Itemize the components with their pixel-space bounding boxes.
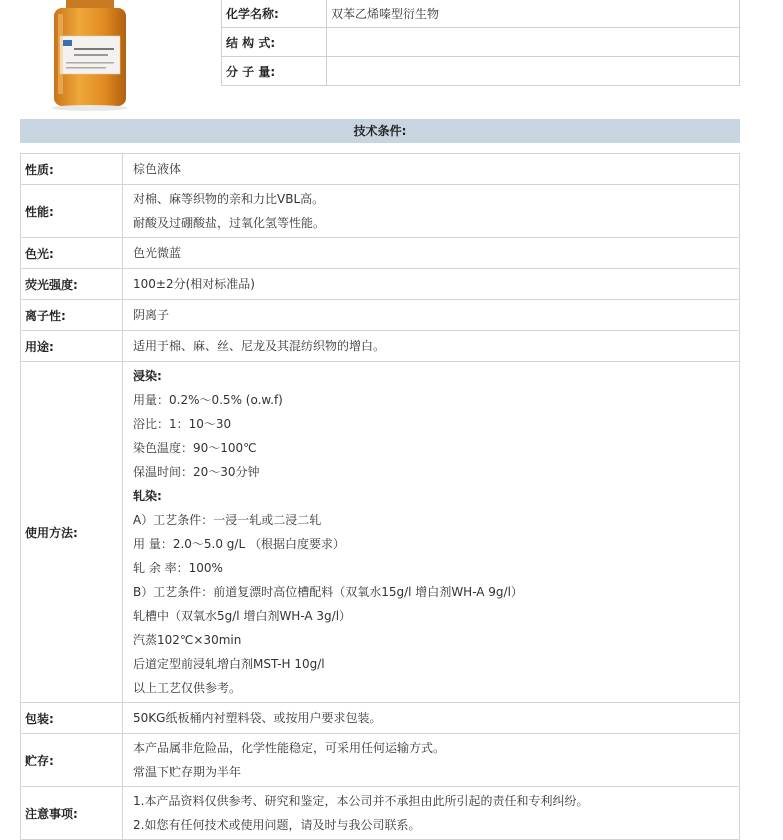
- spec-key: 贮存:: [21, 734, 123, 787]
- chemical-name-label: 化学名称:: [222, 0, 327, 28]
- product-bottle-image: [44, 0, 136, 112]
- spec-line: 染色温度：90～100℃: [133, 441, 257, 455]
- spec-key: 性质:: [21, 154, 123, 185]
- spec-table-body: [21, 154, 740, 840]
- spec-value: [123, 269, 740, 300]
- spec-table: [20, 153, 740, 840]
- spec-subheading: 浸染:: [133, 369, 162, 383]
- info-row-molecular-weight: [222, 57, 740, 86]
- technical-conditions-header: 技术条件:: [20, 119, 740, 143]
- spec-subheading: 轧染:: [133, 489, 162, 503]
- spec-value: [123, 238, 740, 269]
- spec-line: 耐酸及过硼酸盐，过氧化氢等性能。: [133, 216, 326, 230]
- spec-key: 注意事项:: [21, 787, 123, 840]
- spec-row: [21, 734, 740, 787]
- spec-value: [123, 300, 740, 331]
- spec-line: 阴离子: [133, 308, 170, 322]
- spec-line: 色光微蓝: [133, 246, 182, 260]
- structure-label: 结 构 式:: [222, 28, 327, 57]
- info-row-structure: [222, 28, 740, 57]
- spec-line: 100±2分(相对标准品): [133, 277, 255, 291]
- spec-key: 使用方法:: [21, 362, 123, 703]
- spec-line: 用 量：2.0～5.0 g/L （根据白度要求）: [133, 537, 345, 551]
- spec-line: 后道定型前浸轧增白剂MST-H 10g/l: [133, 657, 325, 671]
- spec-line: 2.如您有任何技术或使用问题，请及时与我公司联系。: [133, 818, 421, 832]
- spec-row: [21, 787, 740, 840]
- molecular-weight-label: 分 子 量:: [222, 57, 327, 86]
- spec-line: 轧 余 率：100%: [133, 561, 223, 575]
- spec-line: A）工艺条件：一浸一轧或二浸二轧: [133, 513, 322, 527]
- spec-row: [21, 300, 740, 331]
- spec-row: [21, 362, 740, 703]
- spec-line: 50KG纸板桶内衬塑料袋、或按用户要求包装。: [133, 711, 382, 725]
- spec-value: [123, 787, 740, 840]
- spec-line: 对棉、麻等织物的亲和力比VBL高。: [133, 192, 325, 206]
- spec-line: 浴比：1：10～30: [133, 417, 232, 431]
- spec-key: 性能:: [21, 185, 123, 238]
- spec-key: 包装:: [21, 703, 123, 734]
- product-info-table: [221, 0, 740, 86]
- spec-key: 用途:: [21, 331, 123, 362]
- molecular-weight-value: [327, 57, 740, 86]
- spec-line: 以上工艺仅供参考。: [133, 681, 242, 695]
- spec-line: 适用于棉、麻、丝、尼龙及其混纺织物的增白。: [133, 339, 386, 353]
- structure-value: [327, 28, 740, 57]
- spec-value: [123, 154, 740, 185]
- spec-value: [123, 331, 740, 362]
- spec-value: [123, 185, 740, 238]
- spec-line: 常温下贮存期为半年: [133, 765, 242, 779]
- chemical-name-value: 双苯乙烯嗪型衍生物: [327, 0, 740, 28]
- spec-row: [21, 185, 740, 238]
- spec-row: [21, 703, 740, 734]
- spec-line: 1.本产品资料仅供参考、研究和鉴定，本公司并不承担由此所引起的责任和专利纠纷。: [133, 794, 589, 808]
- spec-line: B）工艺条件：前道复漂时高位槽配料（双氧水15g/l 增白剂WH-A 9g/l）: [133, 585, 523, 599]
- info-row-name: [222, 0, 740, 28]
- spec-line: 用量：0.2%～0.5% (o.w.f): [133, 393, 283, 407]
- spec-line: 棕色液体: [133, 162, 182, 176]
- spec-line: 本产品属非危险品，化学性能稳定，可采用任何运输方式。: [133, 741, 446, 755]
- spec-line: 保温时间：20～30分钟: [133, 465, 260, 479]
- spec-row: [21, 269, 740, 300]
- spec-key: 离子性:: [21, 300, 123, 331]
- spec-value: [123, 734, 740, 787]
- spec-key: 色光:: [21, 238, 123, 269]
- spec-row: [21, 154, 740, 185]
- spec-row: [21, 331, 740, 362]
- spec-value: [123, 362, 740, 703]
- spec-key: 荧光强度:: [21, 269, 123, 300]
- spec-line: 汽蒸102℃×30min: [133, 633, 242, 647]
- spec-line: 轧槽中（双氧水5g/l 增白剂WH-A 3g/l）: [133, 609, 352, 623]
- spec-row: [21, 238, 740, 269]
- spec-value: [123, 703, 740, 734]
